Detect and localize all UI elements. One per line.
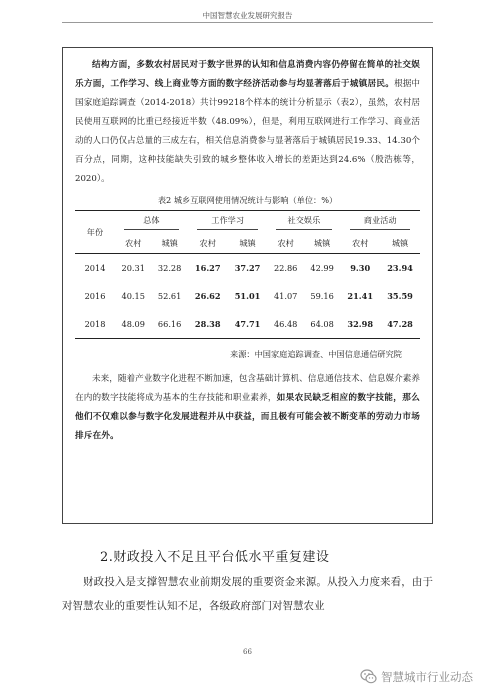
section-title: 2.财政投入不足且平台低水平重复建设 <box>100 550 330 565</box>
group-header-commerce: 商业活动 <box>340 211 420 234</box>
box-paragraph-1 <box>75 56 420 189</box>
running-header: 中国智慧农业发展研究报告 <box>202 11 293 20</box>
table-cell: 41.07 <box>273 291 298 301</box>
box-paragraph-2-bold: 如果农民缺乏相应的数字技能，那么他们不仅难以参与数字化发展进程并从中获益，而且极有可能会被不断变革的劳动力市场排斥在外。 <box>75 393 420 441</box>
table-cell: 32.98 <box>340 310 380 339</box>
page-number: 66 <box>243 648 252 656</box>
table-cell: 46.48 <box>267 310 303 339</box>
table-cell-year: 2016 <box>84 291 106 301</box>
table-cell: 42.99 <box>310 263 334 273</box>
sub-header: 农村 <box>115 233 151 254</box>
sub-header: 农村 <box>188 233 228 254</box>
group-header-social: 社交娱乐 <box>267 211 340 234</box>
table-cell: 40.15 <box>121 291 145 301</box>
stats-table <box>75 210 420 339</box>
table-cell: 35.59 <box>387 291 413 301</box>
table-cell: 64.08 <box>304 310 340 339</box>
sub-header: 城镇 <box>380 233 420 254</box>
table-cell: 22.86 <box>273 263 298 273</box>
table-cell: 51.01 <box>234 291 261 301</box>
table-cell: 66.16 <box>151 310 187 339</box>
watermark <box>360 668 473 685</box>
table-cell-year: 2018 <box>75 310 115 339</box>
table-row <box>75 310 420 339</box>
box-paragraph-2-normal: 未来，随着产业数字化进程不断加速，包含基础计算机、信息通信技术、信息媒介素养在内的数字技能将成为基本的生存技能和职业素养， <box>75 374 420 403</box>
table-cell: 59.16 <box>310 291 334 301</box>
table-cell: 47.28 <box>380 310 420 339</box>
group-header-total: 总体 <box>115 211 188 234</box>
body-paragraph-1: 财政投入是支撑智慧农业前期发展的重要资金来源。从投入力度来看，由于对智慧农业的重要性认知不足，各级政府部门对智慧农业 <box>62 576 433 612</box>
table-cell-year: 2014 <box>84 263 106 273</box>
table-cell: 48.09 <box>115 310 151 339</box>
table-row <box>75 254 420 283</box>
table-source: 来源：中国家庭追踪调查、中国信息通信研究院 <box>230 349 402 359</box>
sub-header: 城镇 <box>304 233 340 254</box>
header-rule <box>62 22 433 23</box>
group-header-work-study: 工作学习 <box>188 211 268 234</box>
sub-header: 城镇 <box>151 233 187 254</box>
box-paragraph-1-normal: 根据中国家庭追踪调查（2014-2018）共计99218个样本的统计分析显示（表2），虽然，农村居民使用互联网的比重已经接近半数（48.09%），但是，利用互联网进行工作学习、商业活动的人口仍仅占总量的三成左右，相关信息消费参与显著落后于城镇居民19.33、14.30个百分点，同期，这种技能缺失引致的城乡整体收入增长的差距达到24.6%（殷浩栋等，2020）。 <box>75 79 420 184</box>
table-caption: 表2 城乡互联网使用情况统计与影响（单位：%） <box>157 195 338 205</box>
table-cell: 9.30 <box>350 263 371 273</box>
sub-header: 城镇 <box>228 233 268 254</box>
sub-header: 农村 <box>340 233 380 254</box>
year-header: 年份 <box>75 211 115 254</box>
table-cell: 52.61 <box>157 291 182 301</box>
highlight-box <box>62 47 433 524</box>
table-cell: 37.27 <box>234 263 261 273</box>
table-cell: 23.94 <box>387 263 413 273</box>
table-cell: 26.62 <box>194 291 221 301</box>
table-cell: 21.41 <box>347 291 374 301</box>
wechat-icon <box>360 668 377 685</box>
table-cell: 32.28 <box>157 263 182 273</box>
table-cell: 47.71 <box>228 310 268 339</box>
table-row <box>75 282 420 310</box>
watermark-text: 智慧城市行业动态 <box>381 669 473 684</box>
sub-header: 农村 <box>267 233 303 254</box>
table-cell: 16.27 <box>194 263 221 273</box>
box-paragraph-2 <box>75 370 420 446</box>
table-cell: 20.31 <box>121 263 145 273</box>
box-paragraph-1-bold: 结构方面，多数农村居民对于数字世界的认知和信息消费内容仍停留在简单的社交娱乐方面，工作学习、线上商业等方面的数字经济活动参与均显著落后于城镇居民。 <box>75 60 420 89</box>
table-cell: 28.38 <box>188 310 228 339</box>
